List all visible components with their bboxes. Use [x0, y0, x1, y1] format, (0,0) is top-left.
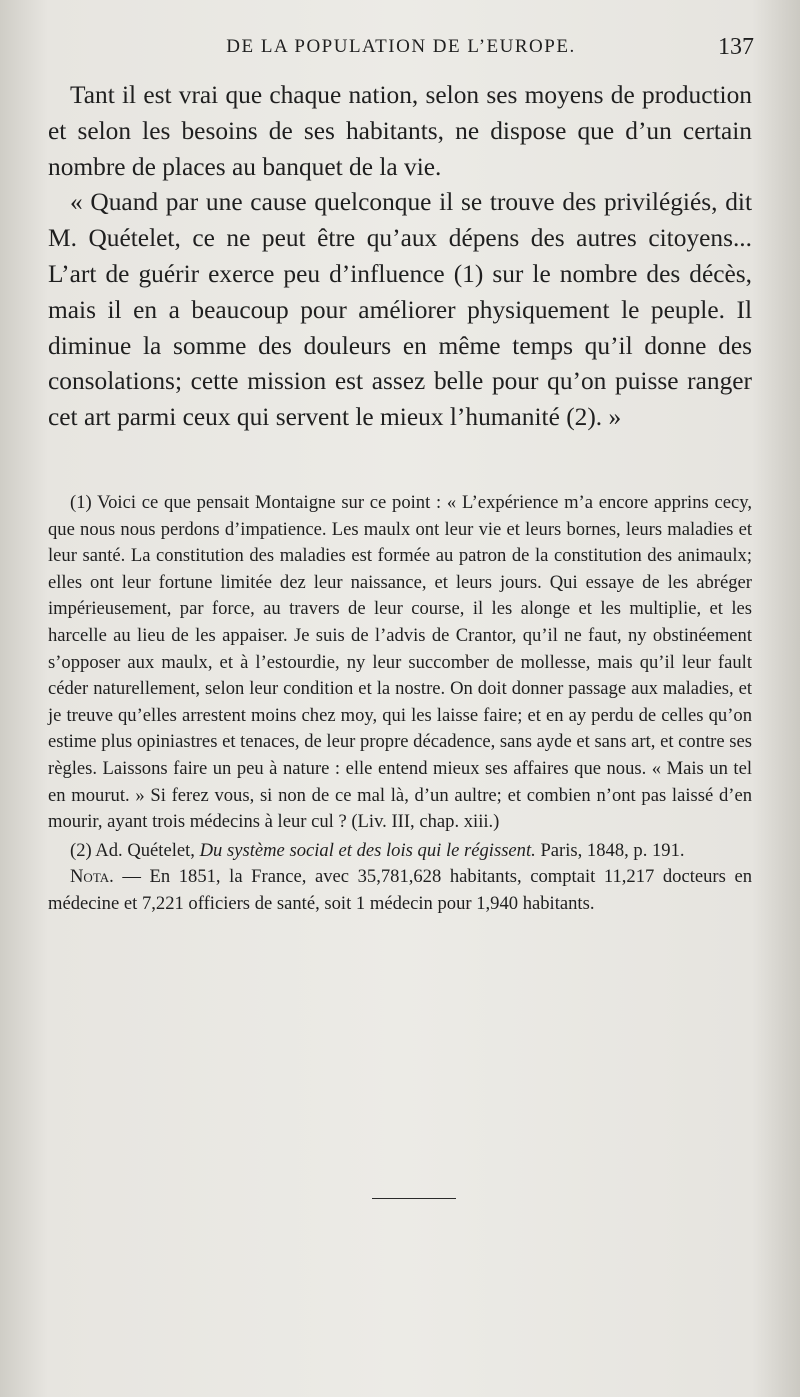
end-rule — [372, 1198, 456, 1199]
running-title: DE LA POPULATION DE L’EUROPE. — [226, 36, 576, 57]
footnotes — [48, 490, 752, 918]
paragraph-1: Tant il est vrai que chaque nation, selon ses moyens de production et selon les besoins de ses habitants, ne dispose que d’un certain nombre de places au banquet de la vie. — [48, 81, 752, 181]
nota-label: Nota. — [70, 866, 114, 888]
page-number: 137 — [718, 34, 754, 60]
footnote-2 — [48, 838, 752, 865]
nota-text: — En 1851, la France, avec 35,781,628 habitants, comptait 11,217 docteurs en médecine et 7,221 officiers de santé, soit 1 médecin pour 1,940 habitants. — [48, 866, 752, 914]
footnote-2-suffix: Paris, 1848, p. 191. — [535, 839, 685, 861]
footnote-2-prefix: (2) Ad. Quételet, — [70, 839, 200, 861]
footnote-2-title: Du système social et des lois qui le régissent. — [199, 839, 536, 861]
page-header — [48, 34, 754, 64]
main-text — [48, 78, 752, 436]
footnote-1: (1) Voici ce que pensait Montaigne sur ce point : « L’expérience m’a encore apprins cecy, que nous nous perdons d’impatience. Les maulx ont leur vie et leurs bornes, leurs maladies et leur santé. La constitution des maladies est formée au patron de la constitution des animaulx; elles ont leur fortune limitée dez leur naissance, et leurs jours. Qui essaye de les abréger impérieusement, par force, au travers de leur course, il les alonge et les multiplie, et les harcelle au lieu de les appaiser. Je suis de l’advis de Crantor, qu’il ne faut, ny obstinéement s’opposer aux maulx, et à l’estourdie, ny leur succomber de mollesse, mais qu’il leur fault céder naturellement, selon leur condition et la nostre. On doit donner passage aux maladies, et je treuve qu’elles arrestent moins chez moy, qui les laisse faire; et en ay perdu de celles qu’on estime plus opiniastres et tenaces, de leur propre décadence, sans ayde et sans art, et contre ses règles. Laissons faire un peu à nature : elle entend mieux ses affaires que nous. « Mais un tel en mourut. » Si ferez vous, si non de ce mal là, d’un aultre; et combien n’ont pas laissé d’en mourir, ayant trois médecins à leur cul ? (Liv. III, chap. xiii.) — [48, 492, 752, 833]
nota-note — [48, 864, 752, 917]
paragraph-2: « Quand par une cause quelconque il se trouve des privilégiés, dit M. Quételet, ce ne peut être qu’aux dépens des autres citoyens... L’art de guérir exerce peu d’influence (1) sur le nombre des décès, mais il en a beaucoup pour améliorer physiquement le peuple. Il diminue la somme des douleurs en même temps qu’il donne des consolations; cette mission est assez belle pour qu’on puisse ranger cet art parmi ceux qui servent le mieux l’humanité (2). » — [48, 188, 752, 432]
